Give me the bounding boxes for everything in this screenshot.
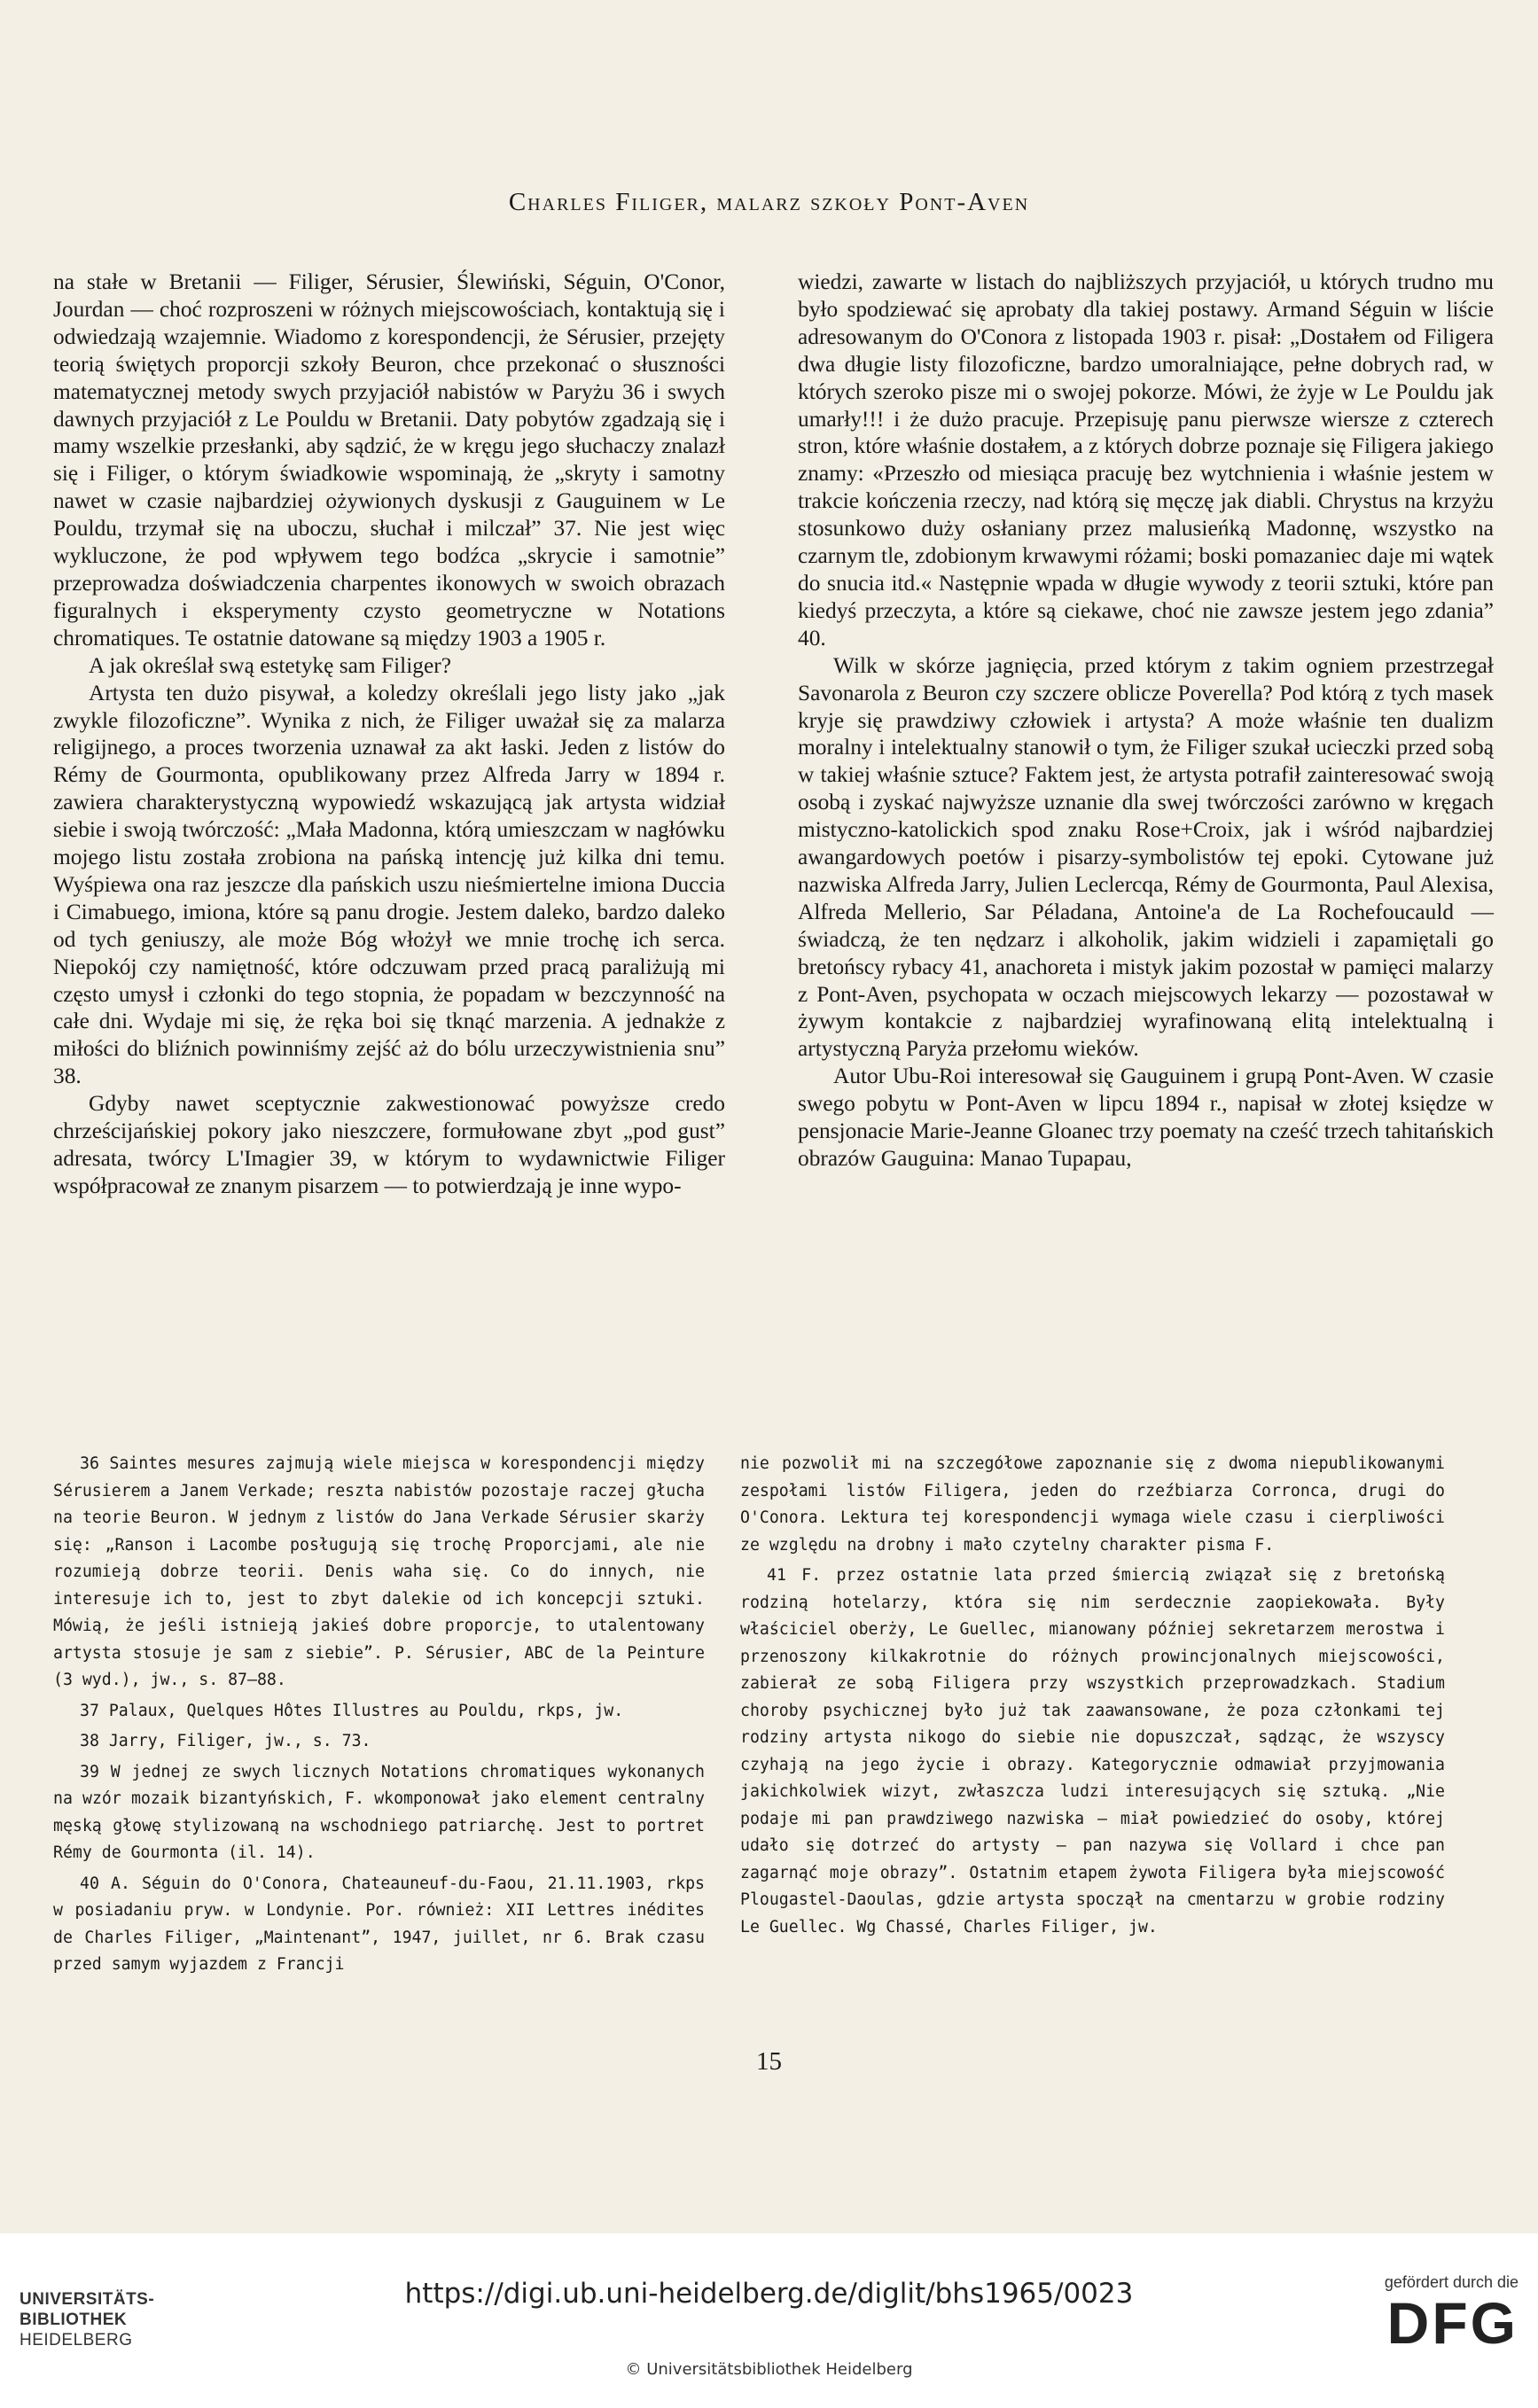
institution-line: HEIDELBERG	[20, 2331, 133, 2350]
dfg-logo[interactable]	[1385, 2273, 1518, 2354]
paragraph: na stałe w Bretanii — Filiger, Sérusier, Ślewiński, Séguin, O'Conor, Jourdan — choć rozproszeni w różnych miejscowościach, kontaktują się i odwiedzają wzajemnie. Wiadomo z korespondencji, że Sérusier, przejęty teorią świętych proporcji szkoły Beuron, chce przekonać o słuszności matematycznej metody swych przyjaciół nabistów w Paryżu 36 i swych dawnych przyjaciół z Le Pouldu w Bretanii. Daty pobytów zgadzają się i mamy wszelkie przesłanki, aby sądzić, że w kręgu jego słuchaczy znalazł się i Filiger, o którym świadkowie wspominają, że „skryty i samotny nawet w czasie najbardziej ożywionych dyskusji z Gauguinem w Le Pouldu, trzymał się na uboczu, słuchał i milczał” 37. Nie jest więc wykluczone, że pod wpływem tego bodźca „skrycie i samotnie” przeprowadza doświadczenia charpentes ikonowych w swoich obrazach figuralnych i eksperymenty czysto geometryczne w Notations chromatiques. Te ostatnie datowane są między 1903 a 1905 r.	[53, 269, 725, 651]
dfg-logo-text: DFG	[1386, 2290, 1518, 2356]
page-number: 15	[756, 2047, 782, 2076]
right-column	[798, 269, 1494, 1173]
left-column	[53, 269, 725, 1200]
footnote: 37 Palaux, Quelques Hôtes Illustres au Pouldu, rkps, jw.	[80, 1701, 624, 1720]
footnotes-left	[53, 1451, 705, 1983]
paragraph: Autor Ubu-Roi interesował się Gauguinem i grupą Pont-Aven. W czasie swego pobytu w Pont-Aven w lipcu 1894 r., napisał w złotej księdze w pensjonacie Marie-Jeanne Gloanec trzy poematy na cześć trzech tahitańskich obrazów Gauguina: Manao Tupapau,	[798, 1064, 1494, 1171]
footnote: 36 Saintes mesures zajmują wiele miejsca w korespondencji między Sérusierem a Janem Verkade; reszta nabistów pozostaje raczej głucha na teorie Beuron. W jednym z listów do Jana Verkade Sérusier skarży się: „Ranson i Lacombe posługują się trochę Proporcjami, ale nie rozumieją dobrze teorii. Denis waha się. Co do innych, nie interesuje ich to, jest to zbyt dalekie od ich koncepcji sztuki. Mówią, że jeśli istnieją jakieś dobre proporcje, to utalentowany artysta stosuje je sam z siebie”. P. Sérusier, ABC de la Peinture (3 wyd.), jw., s. 87—88.	[53, 1454, 705, 1689]
footnote: 38 Jarry, Filiger, jw., s. 73.	[80, 1732, 371, 1750]
paragraph: Wilk w skórze jagnięcia, przed którym z takim ogniem przestrzegał Savonarola z Beuron czy szczere oblicze Poverella? Pod którą z tych masek kryje się prawdziwy człowiek i artysta? A może właśnie ten dualizm moralny i intelektualny stanowił o tym, że Filiger szukał ucieczki przed sobą w takiej właśnie sztuce? Faktem jest, że artysta potrafił zainteresować swoją osobą i zyskać najwyższe uznanie dla swej twórczości zarówno w kręgach mistyczno-katolickich spod znaku Rose+Croix, jak i wśród najbardziej awangardowych poetów i pisarzy-symbolistów tej epoki. Cytowane już nazwiska Alfreda Jarry, Julien Leclercqa, Rémy de Gourmonta, Paul Alexisa, Alfreda Mellerio, Sar Péladana, Antoine'a de La Rochefoucauld — świadczą, że ten nędzarz i alkoholik, jakim widzieli i zapamiętali go bretońscy rybacy 41, anachoreta i mistyk jakim pozostał w pamięci malarzy z Pont-Aven, psychopata w oczach miejscowych lekarzy — pozostawał w żywym kontakcie z najbardziej wyrafinowaną elitą intelektualną i artystyczną Paryża przełomu wieków.	[798, 652, 1494, 1062]
footnote: 41 F. przez ostatnie lata przed śmiercią związał się z bretońską rodziną hotelarzy, która się nim serdecznie zaopiekowała. Były właściciel oberży, Le Guellec, mianowany później sekretarzem merostwa i przenoszony kilkakrotnie do różnych prowincjonalnych miejscowości, zabierał ze sobą Filigera przy wszystkich przeprowadzkach. Stadium choroby psychicznej było już tak zaawansowane, że poza członkami tej rodziny artysta nikogo do siebie nie dopuszczał, sądząc, że wszyscy czyhają na jego życie i obrazy. Kategorycznie odmawiał przyjmowania jakichkolwiek wizyt, zwłaszcza ludzi interesujących się sztuką. „Nie podaje mi pan prawdziwego nazwiska — miał powiedzieć do osoby, której udało się dotrzeć do artysty — pan nazywa się Vollard i chce pan zagarnąć moje obrazy”. Ostatnim etapem żywota Filigera była miejscowość Plougastel-Daoulas, gdzie artysta spoczął na cmentarzu w grobie rodziny Le Guellec. Wg Chassé, Charles Filiger, jw.	[740, 1566, 1445, 1937]
funder-text: gefördert durch die	[1384, 2273, 1518, 2291]
copyright-notice: © Universitätsbibliothek Heidelberg	[625, 2360, 913, 2379]
institution-line: BIBLIOTHEK	[20, 2311, 128, 2329]
footer-bar	[0, 2233, 1538, 2408]
footnotes-right	[740, 1451, 1445, 1944]
footnote: 39 W jednej ze swych licznych Notations chromatiques wykonanych na wzór mozaik bizantyńskich, F. wkomponował jako element centralny męską głowę stylizowaną na wschodniego patriarchę. Jest to portret Rémy de Gourmonta (il. 14).	[53, 1762, 705, 1862]
footnote: nie pozwolił mi na szczegółowe zapoznanie się z dwoma niepublikowanymi zespołami listów Filigera, jeden do rzeźbiarza Corronca, drugi do O'Conora. Lektura tej korespondencji wymaga wiele czasu i cierpliwości ze względu na drobny i mało czytelny charakter pisma F.	[740, 1454, 1445, 1555]
paragraph: Artysta ten dużo pisywał, a koledzy określali jego listy jako „jak zwykle filozoficzne”. Wynika z nich, że Filiger uważał się za malarza religijnego, a proces tworzenia uznawał za akt łaski. Jeden z listów do Rémy de Gourmonta, opublikowany przez Alfreda Jarry w 1894 r. zawiera charakterystyczną wypowiedź wskazującą jak artysta widział siebie i swoją twórczość: „Mała Madonna, którą umieszczam w nagłówku mojego listu została zrobiona na pańską intencję już kilka dni temu. Wyśpiewa ona raz jeszcze dla pańskich uszu nieśmiertelne imiona Duccia i Cimabuego, imiona, które są panu drogie. Jestem daleko, bardzo daleko od tych geniuszy, ale może Bóg włożył we mnie trochę ich serca. Niepokój czy namiętność, które odczuwam przed pracą paraliżują mi często umysł i członki do tego stopnia, że popadam w bezczynność na całe dni. Wydaje mi się, że ręka boi się tknąć marzenia. A jednakże z miłości do bliźnich powinniśmy zejść aż do bólu urzeczywistnienia snu” 38.	[53, 680, 725, 1089]
page-header: Charles Filiger, malarz szkoły Pont-Aven	[508, 188, 1030, 216]
permalink-url[interactable]: https://digi.ub.uni-heidelberg.de/diglit/bhs1965/0023	[404, 2278, 1134, 2310]
institution-line: UNIVERSITÄTS-	[20, 2290, 155, 2309]
paragraph: wiedzi, zawarte w listach do najbliższych przyjaciół, u których trudno mu było spodziewać się aprobaty dla takiej postawy. Armand Séguin w liście adresowanym do O'Conora z listopada 1903 r. pisał: „Dostałem od Filigera dwa długie listy filozoficzne, bardzo umoralniające, pełne dobrych rad, w których szeroko pisze mi o swojej pokorze. Mówi, że żyje w Le Pouldu jak umarły!!! i że dużo pracuje. Przepisuję panu pierwsze wiersze z czterech stron, które właśnie dostałem, a z których dobrze poznaje się Filigera jakiego znamy: «Przeszło od miesiąca pracuję bez wytchnienia i właśnie jestem w trakcie kończenia rzeczy, nad którą się męczę jak diabli. Chrystus na krzyżu stosunkowo duży osłaniany przez malusieńką Madonnę, wszystko na czarnym tle, zdobionym krwawymi różami; boski pomazaniec daje mi wątek do snucia itd.« Następnie wpada w długie wywody z teorii sztuki, które pan kiedyś przeczyta, a które są ciekawe, choć nie zawsze jestem jego zdania” 40.	[798, 269, 1494, 651]
paragraph: A jak określał swą estetykę sam Filiger?	[89, 652, 451, 678]
paragraph: Gdyby nawet sceptycznie zakwestionować powyższe credo chrześcijańskiej pokory jako nieszczere, formułowane zbyt „pod gust” adresata, twórcy L'Imagier 39, w którym to wydawnictwie Filiger współpracował ze znanym pisarzem — to potwierdzają je inne wypo-	[53, 1091, 725, 1198]
footnote: 40 A. Séguin do O'Conora, Chateauneuf-du-Faou, 21.11.1903, rkps w posiadaniu pryw. w Londynie. Por. również: XII Lettres inédites de Charles Filiger, „Maintenant”, 1947, juillet, nr 6. Brak czasu przed samym wyjazdem z Francji	[53, 1874, 705, 1974]
